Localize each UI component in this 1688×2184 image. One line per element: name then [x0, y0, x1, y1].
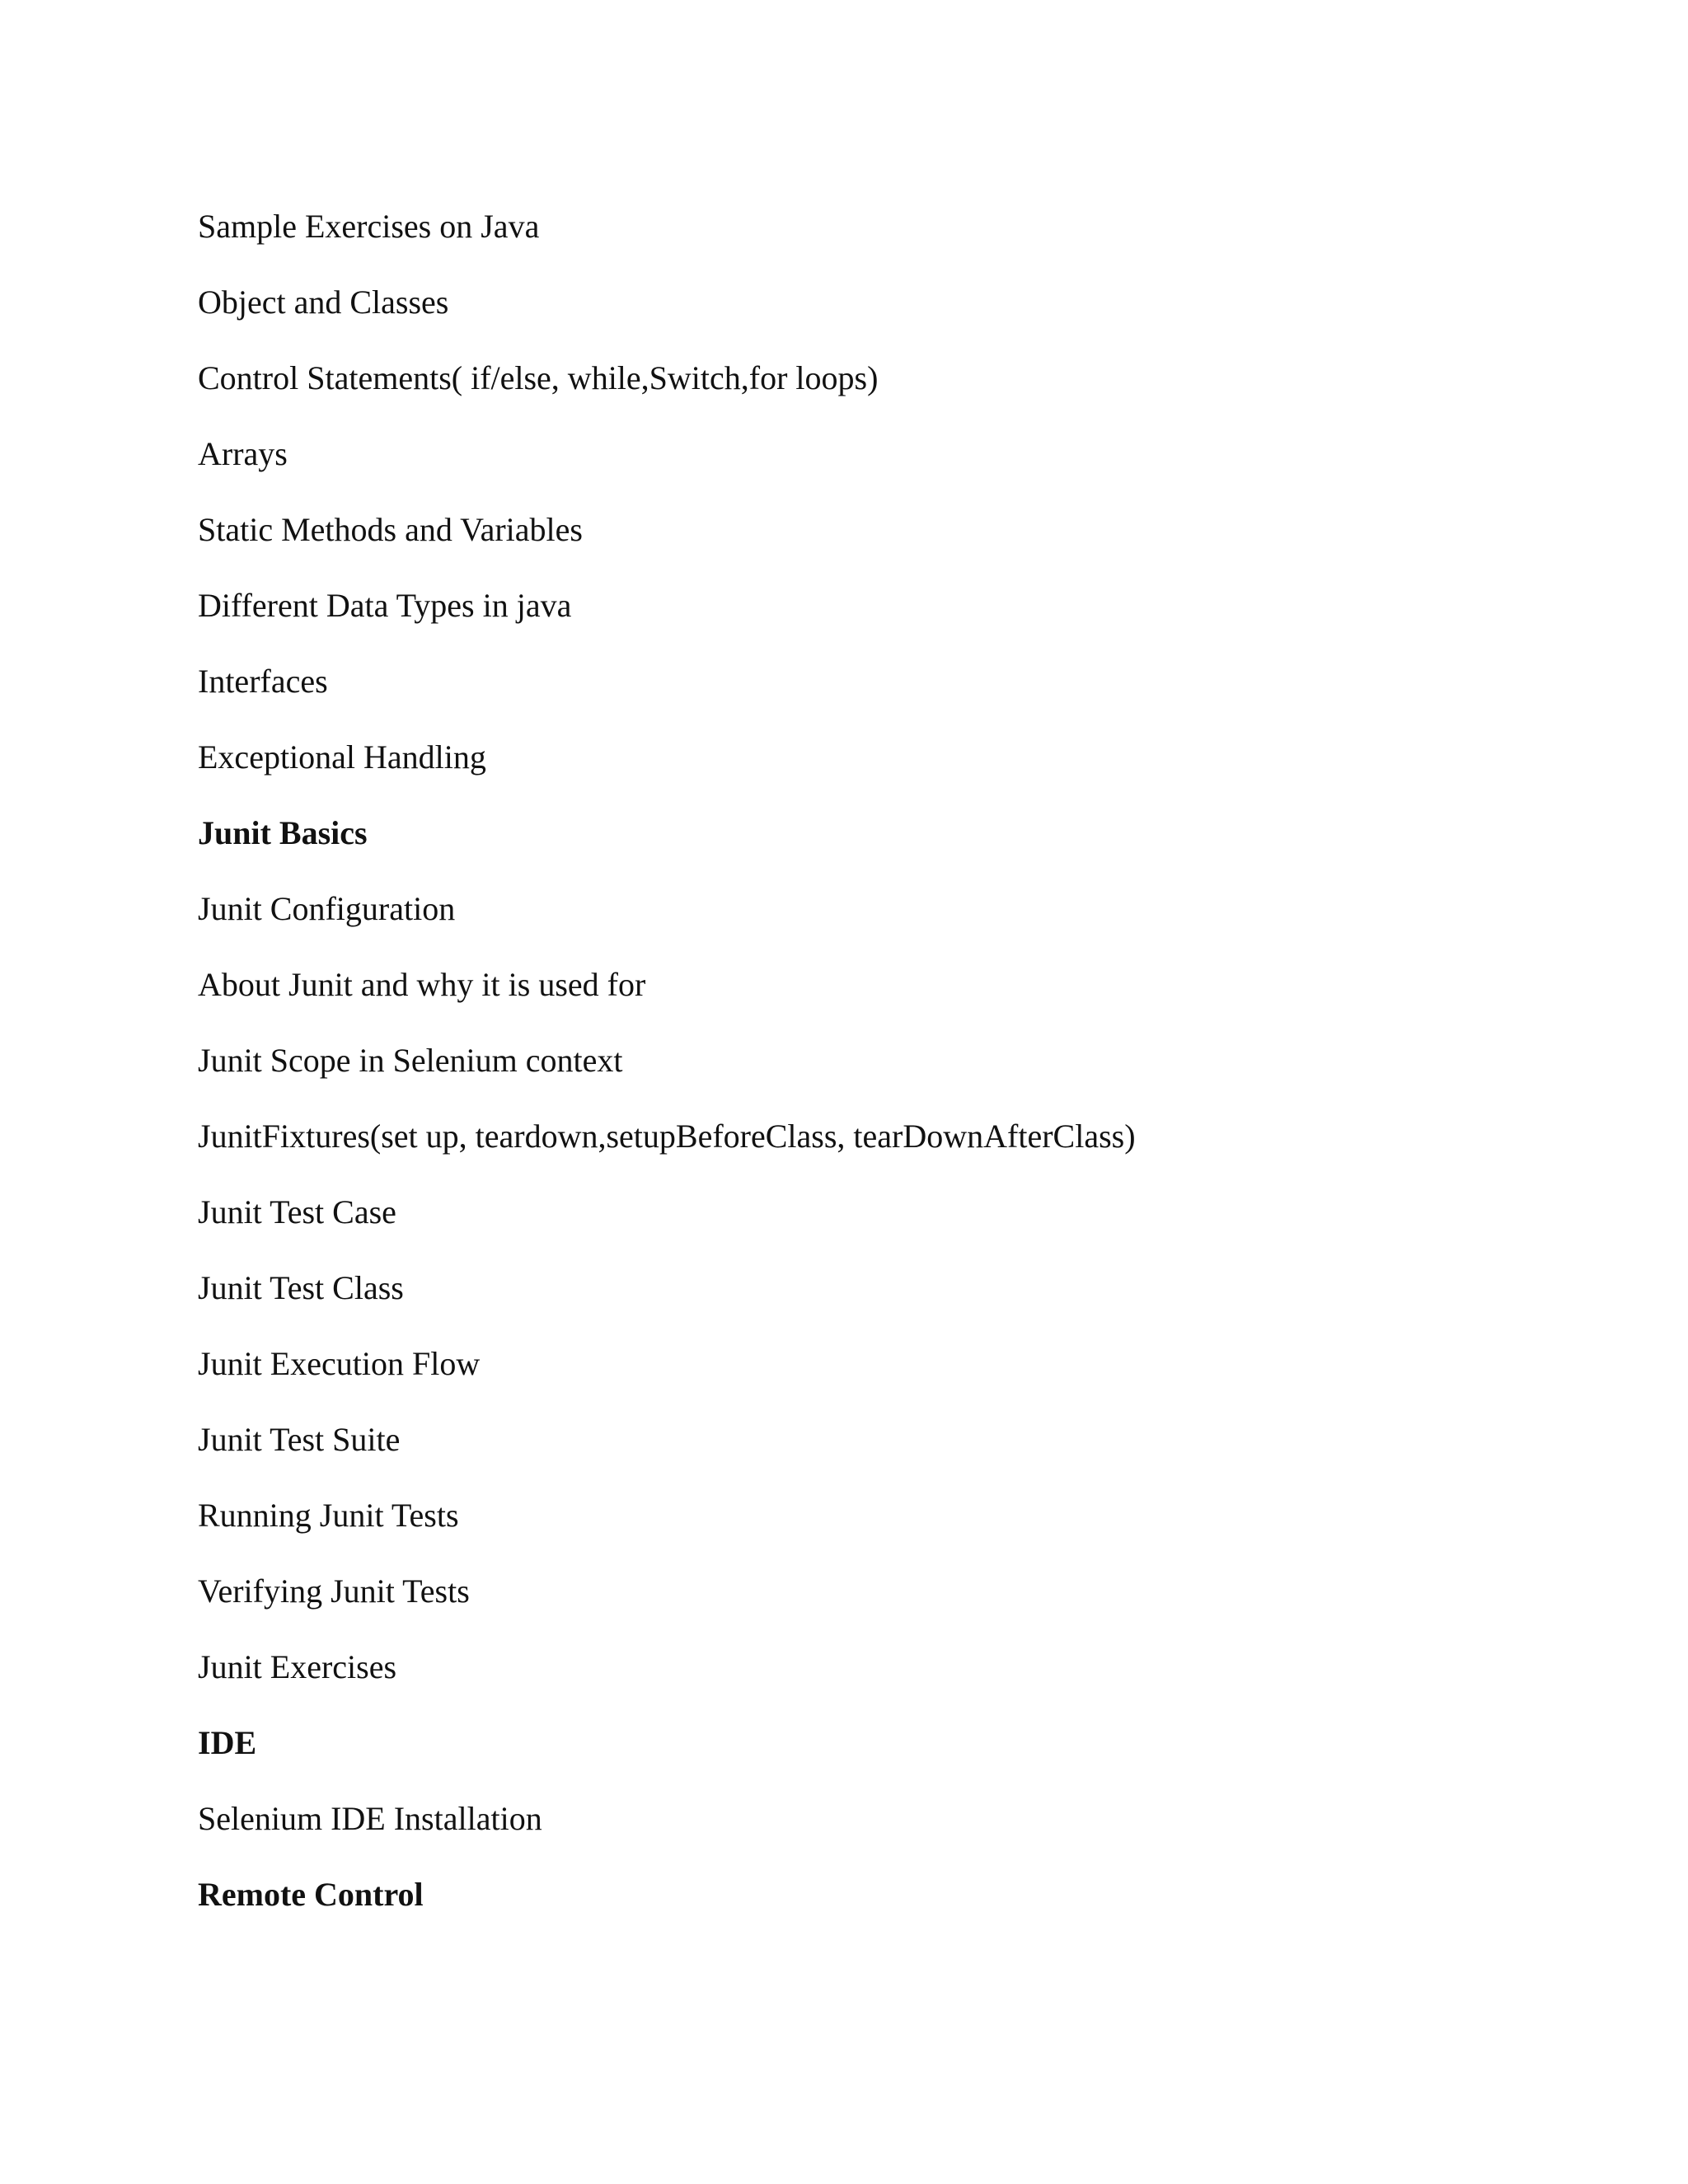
section-heading-ide: IDE: [198, 1724, 257, 1761]
topic-running-junit-tests: Running Junit Tests: [198, 1497, 459, 1534]
topic-junit-execution-flow: Junit Execution Flow: [198, 1345, 481, 1382]
section-heading-junit-basics: Junit Basics: [198, 814, 368, 851]
topic-static-methods: Static Methods and Variables: [198, 511, 583, 548]
topic-data-types: Different Data Types in java: [198, 587, 572, 624]
topic-selenium-ide-installation: Selenium IDE Installation: [198, 1800, 542, 1837]
document-content: [198, 189, 1599, 1933]
topic-junit-fixtures: JunitFixtures(set up, teardown,setupBeforeClass, tearDownAfterClass): [198, 1118, 1136, 1155]
topic-junit-configuration: Junit Configuration: [198, 890, 456, 927]
topic-about-junit: About Junit and why it is used for: [198, 966, 646, 1003]
topic-java-exercises: Sample Exercises on Java: [198, 208, 540, 245]
topic-junit-test-class: Junit Test Class: [198, 1269, 404, 1306]
topic-exception-handling: Exceptional Handling: [198, 738, 486, 776]
topic-verifying-junit-tests: Verifying Junit Tests: [198, 1572, 470, 1610]
section-heading-remote-control: Remote Control: [198, 1876, 424, 1913]
topic-control-statements: Control Statements( if/else, while,Switch,for loops): [198, 359, 879, 396]
topic-junit-scope: Junit Scope in Selenium context: [198, 1042, 623, 1079]
topic-object-classes: Object and Classes: [198, 284, 449, 321]
topic-arrays: Arrays: [198, 435, 288, 472]
topic-junit-exercises: Junit Exercises: [198, 1648, 397, 1685]
topic-interfaces: Interfaces: [198, 663, 328, 700]
topic-junit-test-suite: Junit Test Suite: [198, 1421, 401, 1458]
topic-junit-test-case: Junit Test Case: [198, 1193, 396, 1230]
